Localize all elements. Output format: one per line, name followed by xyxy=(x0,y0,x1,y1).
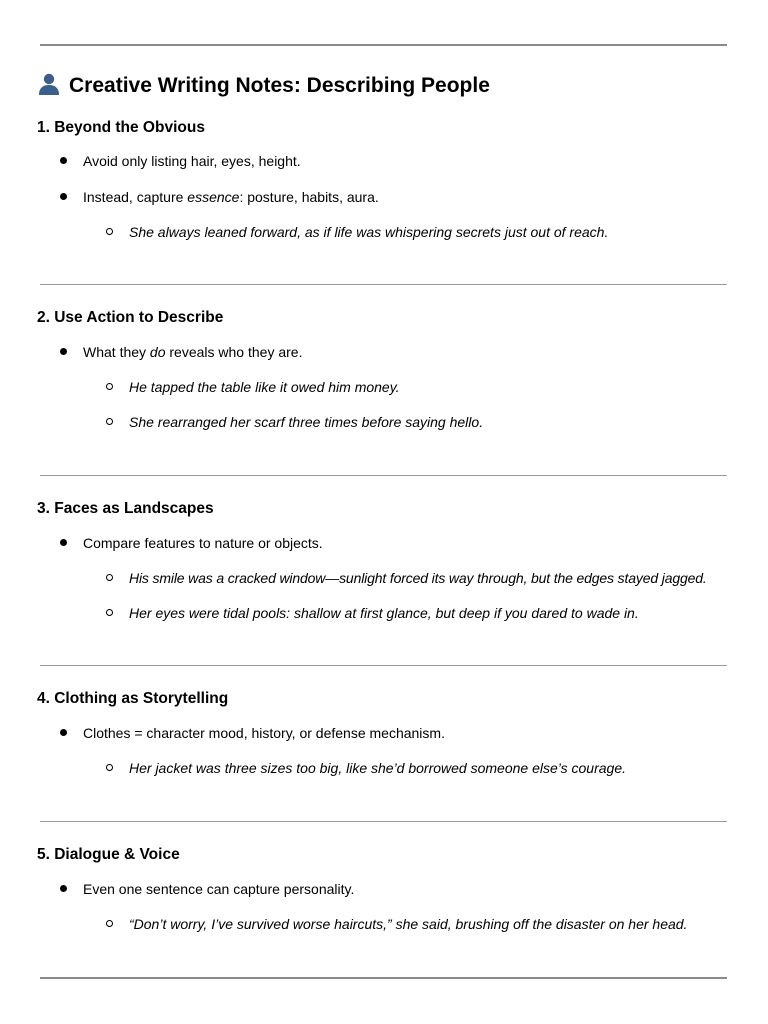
sub-bullet-marker xyxy=(106,413,129,431)
section-heading: 5. Dialogue & Voice xyxy=(37,846,180,863)
bullet-marker xyxy=(60,152,83,170)
sub-bullet-marker xyxy=(106,759,129,777)
section-heading: 2. Use Action to Describe xyxy=(37,309,224,326)
bullet-marker xyxy=(60,724,83,742)
top-divider xyxy=(40,44,727,46)
example-item xyxy=(106,915,687,933)
bullet-marker xyxy=(60,343,83,361)
list-item xyxy=(60,188,379,206)
section-divider xyxy=(40,284,727,285)
list-item-emphasis: do xyxy=(149,344,166,360)
list-item xyxy=(60,724,445,742)
person-icon xyxy=(37,72,61,96)
page-title-text: Creative Writing Notes: Describing People xyxy=(69,74,490,97)
example-item xyxy=(106,413,483,431)
list-item-text: Even one sentence can capture personality. xyxy=(83,881,355,897)
bullet-marker xyxy=(60,534,83,552)
example-text: “Don’t worry, I’ve survived worse haircuts,” she said, brushing off the disaster on her head. xyxy=(129,916,688,932)
list-item-text-before: Instead, capture xyxy=(83,189,188,205)
page-title xyxy=(37,71,490,101)
section-heading: 4. Clothing as Storytelling xyxy=(37,690,229,707)
section-divider xyxy=(40,821,727,822)
bullet-marker xyxy=(60,880,83,898)
example-text: Her eyes were tidal pools: shallow at first glance, but deep if you dared to wade in. xyxy=(129,605,639,621)
example-item xyxy=(106,759,626,777)
list-item xyxy=(60,880,354,898)
list-item xyxy=(60,343,302,361)
section-heading: 3. Faces as Landscapes xyxy=(37,500,214,517)
example-text: Her jacket was three sizes too big, like she’d borrowed someone else’s courage. xyxy=(129,760,626,776)
example-item xyxy=(106,569,707,587)
sub-bullet-marker xyxy=(106,223,129,241)
sub-bullet-marker xyxy=(106,604,129,622)
section-divider xyxy=(40,665,727,666)
section-heading: 1. Beyond the Obvious xyxy=(37,119,205,136)
example-item xyxy=(106,223,608,241)
list-item-text-before: What they xyxy=(83,344,150,360)
example-text: She rearranged her scarf three times before saying hello. xyxy=(129,414,484,430)
bottom-divider xyxy=(40,977,727,979)
sub-bullet-marker xyxy=(106,915,129,933)
bullet-marker xyxy=(60,188,83,206)
list-item-text: Compare features to nature or objects. xyxy=(83,535,323,551)
list-item-text-after: : posture, habits, aura. xyxy=(239,189,379,205)
example-text: She always leaned forward, as if life was whispering secrets just out of reach. xyxy=(129,224,609,240)
list-item-text-after: reveals who they are. xyxy=(165,344,303,360)
sub-bullet-marker xyxy=(106,569,129,587)
example-text: His smile was a cracked window—sunlight forced its way through, but the edges stayed jagged. xyxy=(129,570,707,586)
sub-bullet-marker xyxy=(106,378,129,396)
example-text: He tapped the table like it owed him money. xyxy=(129,379,400,395)
list-item-text: Clothes = character mood, history, or defense mechanism. xyxy=(83,725,445,741)
example-item xyxy=(106,378,400,396)
section-divider xyxy=(40,475,727,476)
example-item xyxy=(106,604,639,622)
list-item xyxy=(60,534,323,552)
list-item-text: Avoid only listing hair, eyes, height. xyxy=(83,153,301,169)
list-item-emphasis: essence xyxy=(187,189,240,205)
list-item xyxy=(60,152,301,170)
